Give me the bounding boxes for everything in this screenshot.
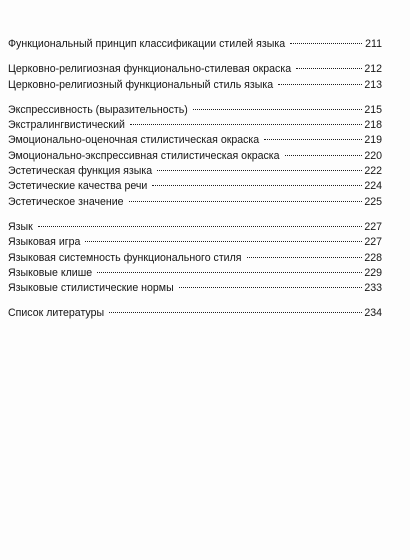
toc-entry-title: Экстралингвистический [8,119,125,132]
toc-dot-leader [247,257,362,258]
toc-dot-leader [38,226,362,227]
toc-dot-leader [264,139,362,140]
toc-group [8,62,382,93]
toc-entry-title: Церковно-религиозная функционально-стилевая окраска [8,63,292,76]
toc-entry [8,179,382,194]
toc-entry-title: Список литературы [8,307,105,320]
toc-entry-title: Экспрессивность (выразительность) [8,103,188,116]
toc-dot-leader [285,155,362,156]
toc-entry-page-number: 233 [364,282,382,295]
toc-entry-page-number: 234 [364,307,382,320]
toc-entry [8,281,382,296]
toc-entry [8,62,382,77]
toc-entry-title: Языковые клише [8,266,93,279]
toc-entry-title: Язык [8,220,33,233]
toc-dot-leader [152,185,362,186]
toc-dot-leader [129,201,362,202]
toc-entry-title: Эмоционально-оценочная стилистическая окраска [8,134,260,147]
toc-entry [8,220,382,235]
toc-entry-page-number: 229 [364,266,382,279]
toc-entry-title: Эстетическая функция языка [8,165,153,178]
toc-entry [8,78,382,93]
toc-entry-page-number: 220 [364,149,382,162]
toc-entry-title: Языковая игра [8,236,81,249]
toc-entry [8,133,382,148]
toc-entry [8,306,382,321]
toc-entry-page-number: 222 [364,165,382,178]
toc-entry [8,118,382,133]
toc-entry-page-number: 212 [364,63,382,76]
toc-entry-page-number: 227 [364,236,382,249]
toc-entry-page-number: 215 [364,103,382,116]
toc-dot-leader [296,68,362,69]
toc-entry [8,195,382,210]
toc-entry [8,235,382,250]
toc-entry-title: Церковно-религиозный функциональный стиль языка [8,78,274,91]
toc-group [8,306,382,321]
toc-dot-leader [278,84,362,85]
toc-entry-page-number: 228 [364,251,382,264]
toc-entry-title: Языковые стилистические нормы [8,282,174,295]
toc-entry [8,164,382,179]
toc-entry-page-number: 211 [365,38,382,50]
toc-group [8,103,382,210]
toc-entry-page-number: 218 [364,119,382,132]
toc-dot-leader [109,312,362,313]
toc-entry-title: Эстетическое значение [8,195,124,208]
toc-entry-page-number: 219 [364,134,382,147]
toc-group [8,220,382,296]
toc-dot-leader [157,170,362,171]
toc-entry-page-number: 213 [364,78,382,91]
toc-entry-title: Эмоционально-экспрессивная стилистическая окраска [8,149,280,162]
toc-entry-page-number: 225 [364,195,382,208]
toc-entry-title: Эстетические качества речи [8,180,148,193]
toc-dot-leader [193,109,362,110]
toc-entry [8,149,382,164]
toc-dot-leader [97,272,362,273]
toc-dot-leader [130,124,362,125]
toc-entry [8,103,382,118]
toc-entry [8,251,382,266]
toc-dot-leader [290,43,362,44]
table-of-contents [8,37,382,322]
toc-dot-leader [85,241,362,242]
toc-entry-title: Функциональный принцип классификации стилей языка [8,38,286,50]
toc-entry-page-number: 224 [364,180,382,193]
toc-dot-leader [179,287,362,288]
toc-group [8,37,382,52]
toc-entry-page-number: 227 [364,220,382,233]
toc-entry [8,266,382,281]
toc-entry [8,37,382,52]
toc-entry-title: Языковая системность функционального стиля [8,251,242,264]
